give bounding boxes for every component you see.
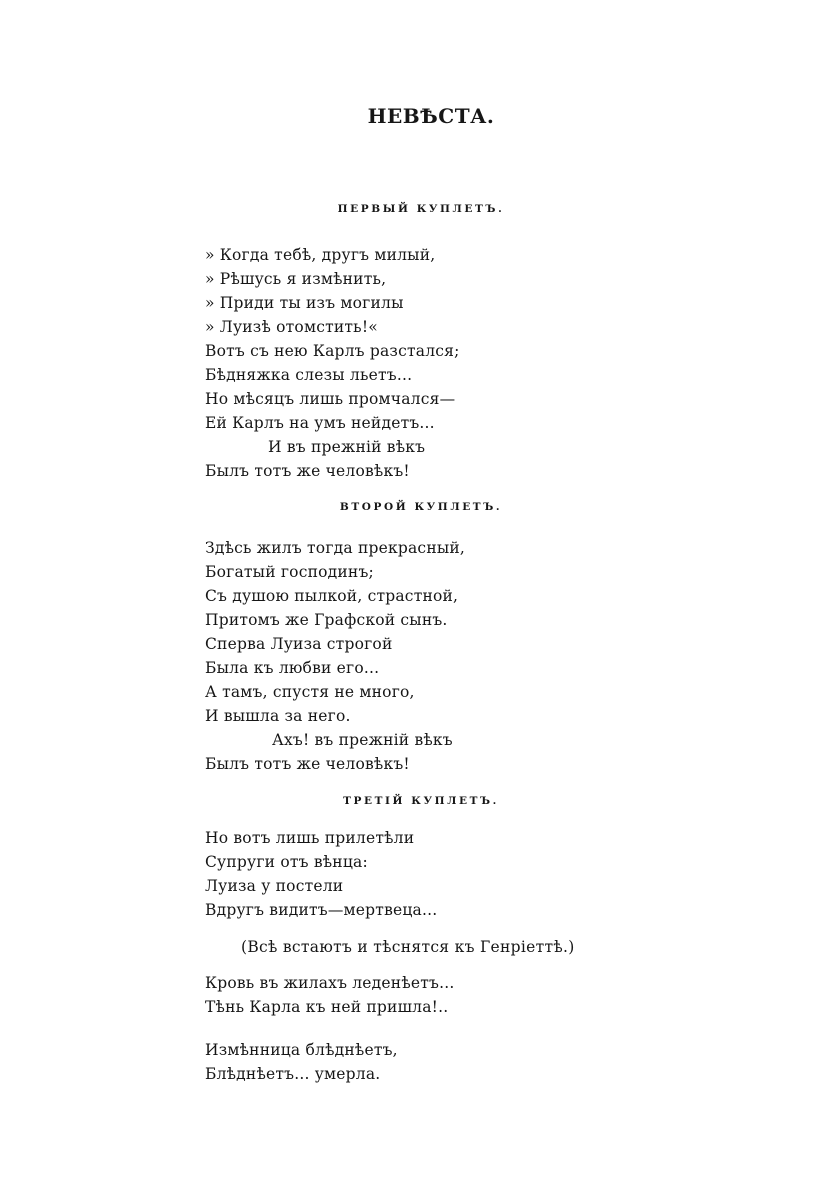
verse-line: » Рѣшусь я измѣнить, xyxy=(205,270,387,288)
verse-line: » Луизѣ отомстить!« xyxy=(205,318,378,336)
verse-line: Блѣднѣетъ... умерла. xyxy=(205,1065,381,1083)
verse-line: Ей Карлъ на умъ нейдетъ... xyxy=(205,414,435,432)
verse-refrain-line: И въ прежній вѣкъ xyxy=(268,438,426,456)
verse-heading-third: ТРЕТІЙ КУПЛЕТЪ. xyxy=(343,795,499,807)
verse-line: Кровь въ жилахъ леденѣетъ... xyxy=(205,974,455,992)
verse-line: Но мѣсяцъ лишь промчался— xyxy=(205,390,456,408)
verse-line: » Приди ты изъ могилы xyxy=(205,294,404,312)
verse-heading-first: ПЕРВЫЙ КУПЛЕТЪ. xyxy=(337,203,505,215)
verse-refrain-line: Ахъ! въ прежній вѣкъ xyxy=(272,731,453,749)
verse-line: Тѣнь Карла къ ней пришла!.. xyxy=(205,998,449,1016)
verse-refrain-line: Былъ тотъ же человѣкъ! xyxy=(205,755,410,773)
verse-line: Притомъ же Графской сынъ. xyxy=(205,611,448,629)
verse-line: Супруги отъ вѣнца: xyxy=(205,853,368,871)
verse-line: Съ душою пылкой, страстной, xyxy=(205,587,459,605)
verse-line: Луиза у постели xyxy=(205,877,344,895)
verse-line: » Когда тебѣ, другъ милый, xyxy=(205,246,436,264)
verse-line: Бѣдняжка слезы льетъ... xyxy=(205,366,413,384)
verse-line: Вдругъ видитъ—мертвеца... xyxy=(205,901,438,919)
poem-title: НЕВѢСТА. xyxy=(367,104,495,128)
verse-heading-second: ВТОРОЙ КУПЛЕТЪ. xyxy=(339,501,503,513)
verse-line: Измѣнница блѣднѣетъ, xyxy=(205,1041,398,1059)
verse-line: Богатый господинъ; xyxy=(205,563,374,581)
verse-line: Здѣсь жилъ тогда прекрасный, xyxy=(205,539,466,557)
stage-direction: (Всѣ встаютъ и тѣснятся къ Генріеттѣ.) xyxy=(241,938,575,956)
verse-line: Сперва Луиза строгой xyxy=(205,635,393,653)
verse-line: Вотъ съ нею Карлъ разстался; xyxy=(205,342,460,360)
verse-line: Но вотъ лишь прилетѣли xyxy=(205,829,415,847)
verse-line: А тамъ, спустя не много, xyxy=(205,683,415,701)
verse-line: Была къ любви его... xyxy=(205,659,380,677)
verse-line: И вышла за него. xyxy=(205,707,351,725)
verse-refrain-line: Былъ тотъ же человѣкъ! xyxy=(205,462,410,480)
